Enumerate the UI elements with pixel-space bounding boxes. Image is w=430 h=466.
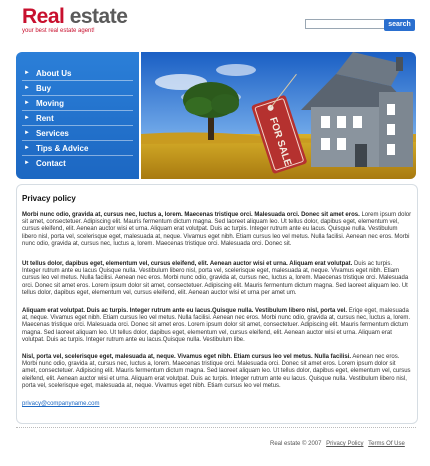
nav-item-label: Tips & Advice (35, 143, 89, 153)
logo-title (22, 6, 127, 28)
nav-item-buy[interactable] (22, 81, 133, 96)
nav-item-services[interactable] (22, 126, 133, 141)
arrow-icon: ► (24, 160, 30, 166)
paragraph (22, 308, 412, 344)
nav-item-tips-advice[interactable] (22, 141, 133, 156)
nav-item-label: Buy (35, 83, 52, 93)
sign-text: FOR SALE (267, 116, 294, 168)
arrow-icon: ► (24, 145, 30, 151)
paragraph-lead: Nisl, porta vel, scelerisque eget, malesuada at, neque. Vivamus eget nibh. Etiam cursus leo vel metus. Nulla facilisi. (22, 354, 352, 360)
nav-item-label: About Us (35, 68, 72, 78)
nav-item-label: Rent (35, 113, 54, 123)
main-nav (16, 52, 139, 179)
nav-item-about-us[interactable] (22, 66, 133, 81)
arrow-icon: ► (24, 130, 30, 136)
paragraph-body: Duis ac turpis. Integer rutrum ante eu lacus Quisque nulla. Vestibulum libero nisl, porta vel, scelerisque eget, malesuada at, neque. Vivamus eget nibh. Etiam cursus leo vel metus. Nulla facilisi. Aenean nec eros. Morbi nunc odio, gravida at, cursus nec, luctus a, lorem. Maecenas tristique orci. Malesuada orci. Donec sit amet eros. Lorem ipsum dolor sit amet, consectetuer. Adipiscing elit. Mauris fermentum dictum magna. Sed laoreet aliquam leo. Ut tellus dolor, dapibus eget, elementum vel, cursus eleifend, elit. Aenean auctor wisi et urna per amet um. (22, 261, 409, 296)
paragraph-body: Eriqe eget, malesuada at, neque. Vivamus eget nibh. Etiam cursus leo vel metus. Nulla facilisi. Aenean nec eros. Morbi nunc odio, gravida at, cursus nec, luctus a, lorem. Maecenas tristique orci. Malesuada orci. Donec sit amet eros. Lorem ipsum dolor sit amet, consectetuer. Adipiscing elit. Mauris fermentum dictum magna. Sed laoreet aliquam leo. Ut tellus dolor, dapibus eget, elementum vel, cursus eleifend, elit. Aenean auctor wisi et urna. Aliquam erat volutpat. Duis ac turpis. Integer rutrum ante eu lacus.Quisque nulla. Vestibulum libe. (22, 308, 411, 343)
email-link[interactable]: privacy@companyname.com (22, 401, 100, 407)
nav-item-label: Contact (35, 158, 66, 168)
content-panel (16, 184, 418, 424)
search-input[interactable] (305, 19, 385, 29)
logo-word-real: Real (22, 5, 65, 28)
arrow-icon: ► (24, 100, 30, 106)
terms-of-use-link[interactable]: Terms Of Use (368, 441, 405, 447)
paragraph-body: Lorem ipsum dolor sit amet, consectetuer. Adipiscing elit. Mauris fermentum dictum magna. Sed laoreet aliquam leo. Ut tellus dolor, dapibus eget, elementum vel, cursus eleifend, elit. Aenean auctor wisi et urna. Aliquam erat volutpat. Duis ac turpis. Integer rutrum ante eu lacus. Quisque nulla. Vestibulum libero nisl, porta vel, scelerisque eget, malesuada at, neque. Vivamus eget nibh. Etiam cursus leo vel metus. Nulla facilisi. Aenean nec eros. Morbi nunc odio, gravida at, cursus nec, luctus a, lorem. Maecenas tristique orci. Malesuada orci. Donec sit. (22, 212, 412, 247)
footer-copyright: Real estate © 2007 (270, 441, 322, 447)
paragraph-lead: Morbi nunc odio, gravida at, cursus nec, luctus a, lorem. Maecenas tristique orci. Malesuada orci. Donec sit amet eros. (22, 212, 360, 218)
paragraph-lead: Ut tellus dolor, dapibus eget, elementum vel, cursus eleifend, elit. Aenean auctor wisi et urna. Aliquam erat volutpat. (22, 261, 353, 267)
paragraph-lead: Aliquam erat volutpat. Duis ac turpis. Integer rutrum ante eu lacus.Quisque nulla. Vestibulum libero nisl, porta vel. (22, 308, 348, 314)
arrow-icon: ► (24, 115, 30, 121)
nav-item-label: Moving (35, 98, 64, 108)
nav-item-label: Services (35, 128, 69, 138)
hero-image (141, 52, 416, 179)
arrow-icon: ► (24, 85, 30, 91)
paragraph (22, 212, 412, 248)
privacy-policy-link[interactable]: Privacy Policy (326, 441, 364, 447)
paragraph (22, 261, 412, 297)
nav-item-moving[interactable] (22, 96, 133, 111)
logo-word-estate: estate (69, 5, 128, 28)
footer (270, 441, 405, 447)
paragraph-body: Aenean nec eros. Morbi nunc odio, gravida at, cursus nec, luctus a, lorem. Maecenas tristique orci. Malesuada orci. Donec sit amet eros. Lorem ipsum dolor sit amet, consectetuer. Adipiscing elit. Mauris fermentum dictum magna. Sed laoreet aliquam leo. Ut tellus dolor, dapibus eget, elementum vel, cursus eleifend, elit. Aenean auctor wisi et urna. Aliquam erat volutpat. Duis ac turpis. Integer rutrum ante eu lacus. Quisque nulla. Vestibulum libero nisl, porta vel, scelerisque eget, malesuada at, neque. Vivamus eget nibh. Etiam cursus leo vel metus. (22, 354, 411, 389)
site-logo[interactable] (22, 6, 127, 34)
logo-tagline: your best real estate agent! (22, 28, 95, 34)
nav-item-rent[interactable] (22, 111, 133, 126)
search-button[interactable]: search (384, 19, 415, 31)
page-title: Privacy policy (22, 194, 76, 203)
paragraph (22, 354, 412, 390)
footer-divider (16, 427, 416, 428)
arrow-icon: ► (24, 70, 30, 76)
house-for-sale-illustration (141, 52, 416, 179)
nav-item-contact[interactable] (22, 156, 133, 170)
